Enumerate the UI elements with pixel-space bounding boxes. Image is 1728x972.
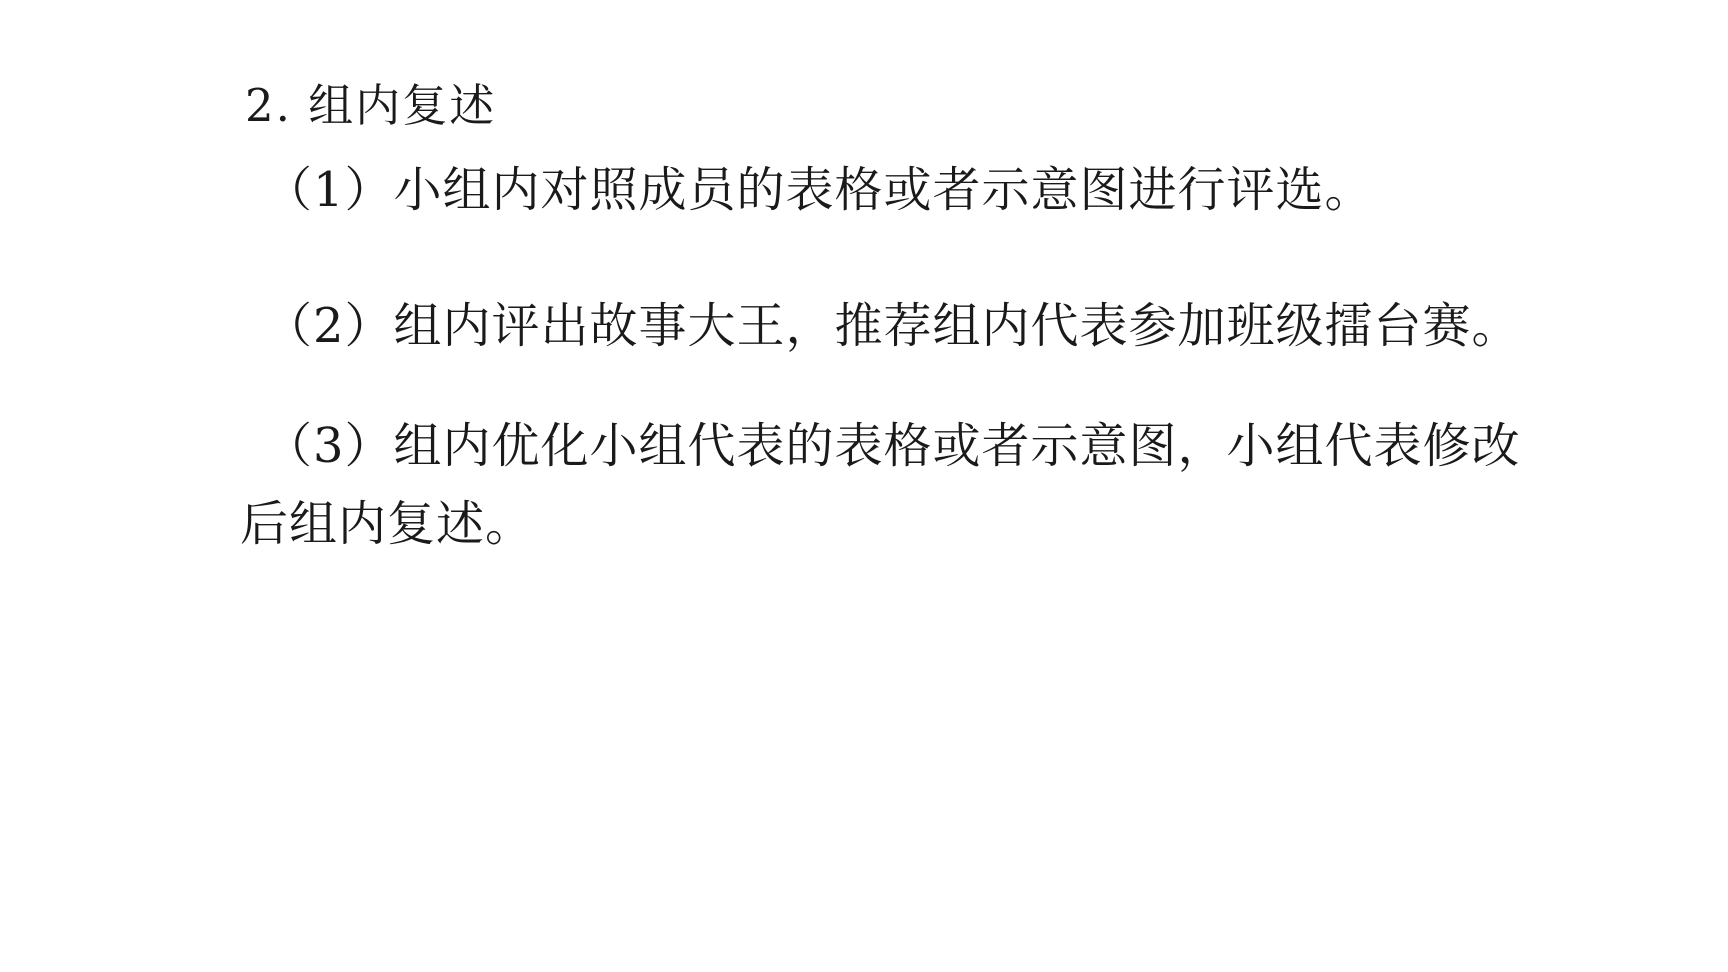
section-heading: 2. 组内复述 bbox=[245, 79, 497, 132]
list-item-3: （3）组内优化小组代表的表格或者示意图，小组代表修改后组内复述。 bbox=[240, 417, 1521, 552]
list-item-1: （1）小组内对照成员的表格或者示意图进行评选。 bbox=[264, 162, 1374, 219]
list-item-2: （2）组内评出故事大王，推荐组内代表参加班级擂台赛。 bbox=[264, 298, 1521, 354]
slide-content bbox=[110, 78, 1618, 563]
